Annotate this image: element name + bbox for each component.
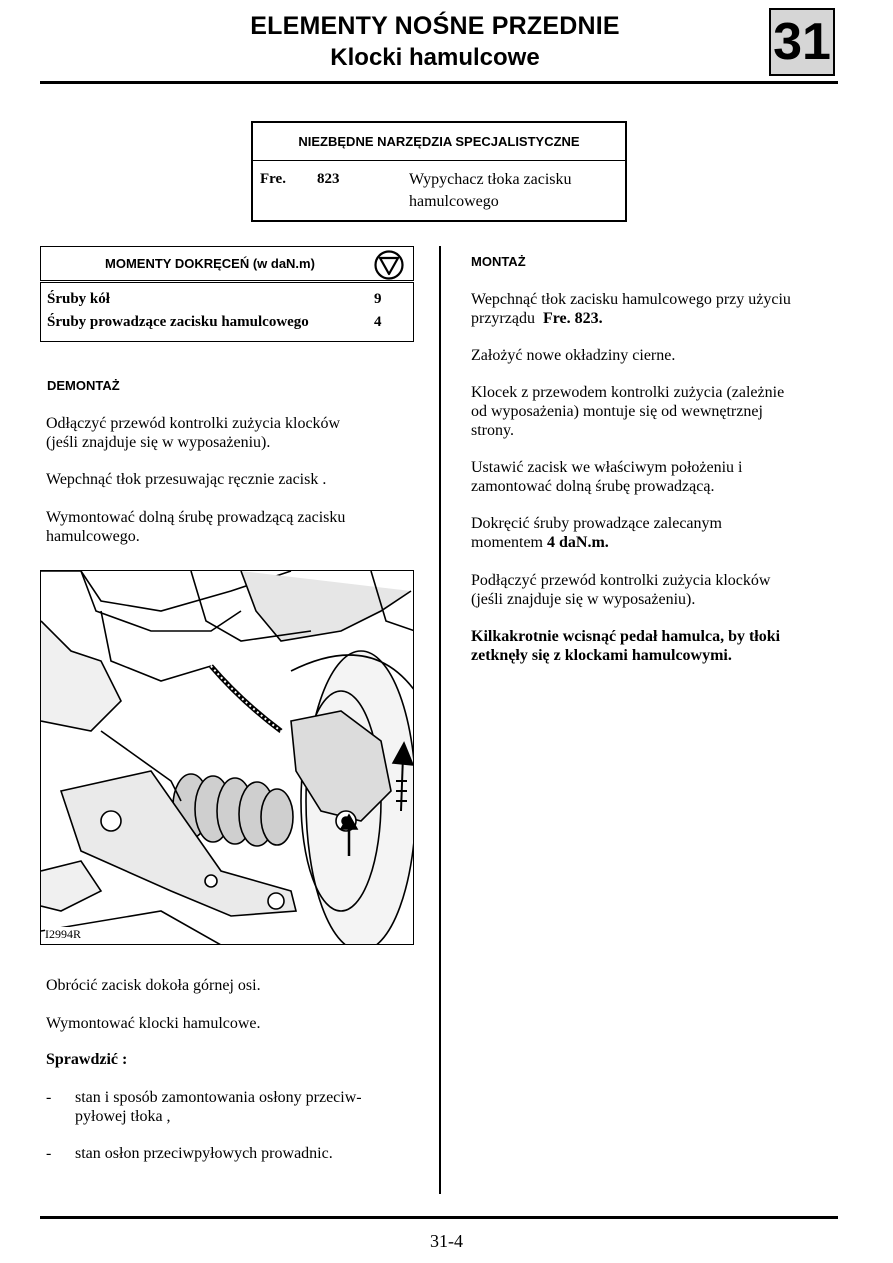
special-tools-heading: NIEZBĘDNE NARZĘDZIA SPECJALISTYCZNE [253, 123, 625, 161]
removal-step-5: Wymontować klocki hamulcowe. [46, 1015, 261, 1032]
torque-label: Śruby kół [47, 291, 110, 307]
torque-label: Śruby prowadzące zacisku hamulcowego [47, 314, 309, 330]
assembly-step-3: Klocek z przewodem kontrolki zużycia (zależnie od wyposażenia) montuje się od wewnętrznej strony. [471, 384, 785, 439]
assembly-step-4: Ustawić zacisk we właściwym położeniu i zamontować dolną śrubę prowadzącą. [471, 459, 743, 495]
torque-table-body [40, 282, 414, 342]
figure-caption: I2994R [45, 927, 81, 941]
header-divider [40, 81, 838, 84]
assembly-step-5: Dokręcić śruby prowadzące zalecanym momentem 4 daN.m. [471, 515, 722, 551]
assembly-heading: MONTAŻ [471, 254, 526, 269]
brake-caliper-illustration [40, 570, 414, 945]
page-number: 31-4 [430, 1231, 463, 1251]
tool-number: 823 [317, 171, 340, 187]
torque-value: 4 [374, 314, 382, 330]
torque-heading: MOMENTY DOKRĘCEŃ (w daN.m) [105, 256, 315, 271]
removal-heading: DEMONTAŻ [47, 378, 120, 393]
assembly-step-7: Kilkakrotnie wcisnąć pedał hamulca, by tłoki zetknęły się z klockami hamulcowymi. [471, 628, 781, 664]
page-title: ELEMENTY NOŚNE PRZEDNIE [250, 12, 620, 40]
check-item-2: - stan osłon przeciwpyłowych prowadnic. [46, 1145, 333, 1162]
assembly-step-2: Założyć nowe okładziny cierne. [471, 347, 676, 364]
column-divider [439, 246, 441, 1194]
torque-wrench-symbol-icon [373, 249, 405, 286]
torque-table-header [40, 246, 414, 281]
removal-step-3: Wymontować dolną śrubę prowadzącą zacisku hamulcowego. [46, 509, 346, 545]
removal-step-2: Wepchnąć tłok przesuwając ręcznie zacisk . [46, 471, 327, 488]
torque-value: 9 [374, 291, 382, 307]
assembly-step-6: Podłączyć przewód kontrolki zużycia klocków (jeśli znajduje się w wyposażeniu). [471, 572, 771, 608]
assembly-step-1: Wepchnąć tłok zacisku hamulcowego przy użyciu przyrządu Fre. 823. [471, 291, 791, 327]
bullet-dash: - [46, 1089, 52, 1106]
tool-description: Wypychacz tłoka zacisku hamulcowego [409, 171, 572, 210]
special-tools-table [251, 121, 627, 222]
bullet-dash: - [46, 1145, 52, 1162]
table-row [253, 161, 625, 221]
brake-assembly-drawing [41, 571, 414, 945]
chapter-number-badge: 31 [769, 8, 835, 76]
removal-step-4: Obrócić zacisk dokoła górnej osi. [46, 977, 261, 994]
check-heading: Sprawdzić : [46, 1051, 128, 1068]
removal-step-1: Odłączyć przewód kontrolki zużycia klocków (jeśli znajduje się w wyposażeniu). [46, 415, 341, 451]
check-item-1: - stan i sposób zamontowania osłony przeciw- pyłowej tłoka , [46, 1089, 362, 1125]
page-subtitle: Klocki hamulcowe [330, 44, 540, 71]
footer-divider [40, 1216, 838, 1219]
tool-prefix: Fre. [260, 171, 286, 187]
